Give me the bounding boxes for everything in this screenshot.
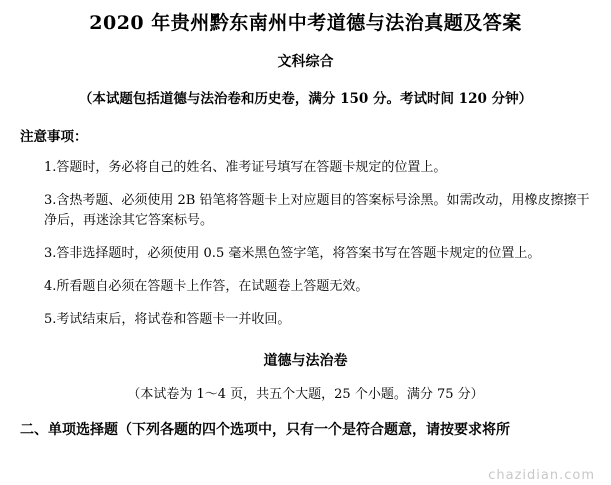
section-title: 道德与法治卷 xyxy=(263,353,348,370)
notice-item: 4.所看题自必须在答题卡上作答，在试题卷上答题无效。 xyxy=(44,279,369,295)
question-section-heading: 二、单项选择题（下列各题的四个选项中，只有一个是符合题意，请按要求将所 xyxy=(20,422,510,439)
notice-item: 3.含热考题、必须使用 2B 铅笔将答题卡上对应题目的答案标号涂黑。如需改动，用橡皮擦擦干净后，再迷涂其它答案标号。 xyxy=(44,192,590,228)
notice-heading: 注意事项： xyxy=(20,128,88,145)
notice-item: 1.答题时，务必将自己的姓名、准考证号填写在答题卡规定的位置上。 xyxy=(44,159,447,175)
subject-heading: 文科综合 xyxy=(277,53,334,70)
watermark: chazidian.com xyxy=(488,468,595,483)
notice-item: 3.答非选择题时，必须使用 0.5 毫米黑色签字笔，将答案书写在答题卡规定的位置上。 xyxy=(44,246,541,262)
page-title: 2020 年贵州黔东南州中考道德与法治真题及答案 xyxy=(89,12,522,34)
document-page xyxy=(0,10,611,485)
notice-item: 5.考试结束后，将试卷和答题卡一并收回。 xyxy=(44,312,291,328)
section-note: （本试卷为 1～4 页，共五个大题，25 个小题。满分 75 分） xyxy=(127,387,484,403)
exam-note: （本试题包括道德与法治卷和历史卷，满分 150 分。考试时间 120 分钟） xyxy=(78,90,533,107)
